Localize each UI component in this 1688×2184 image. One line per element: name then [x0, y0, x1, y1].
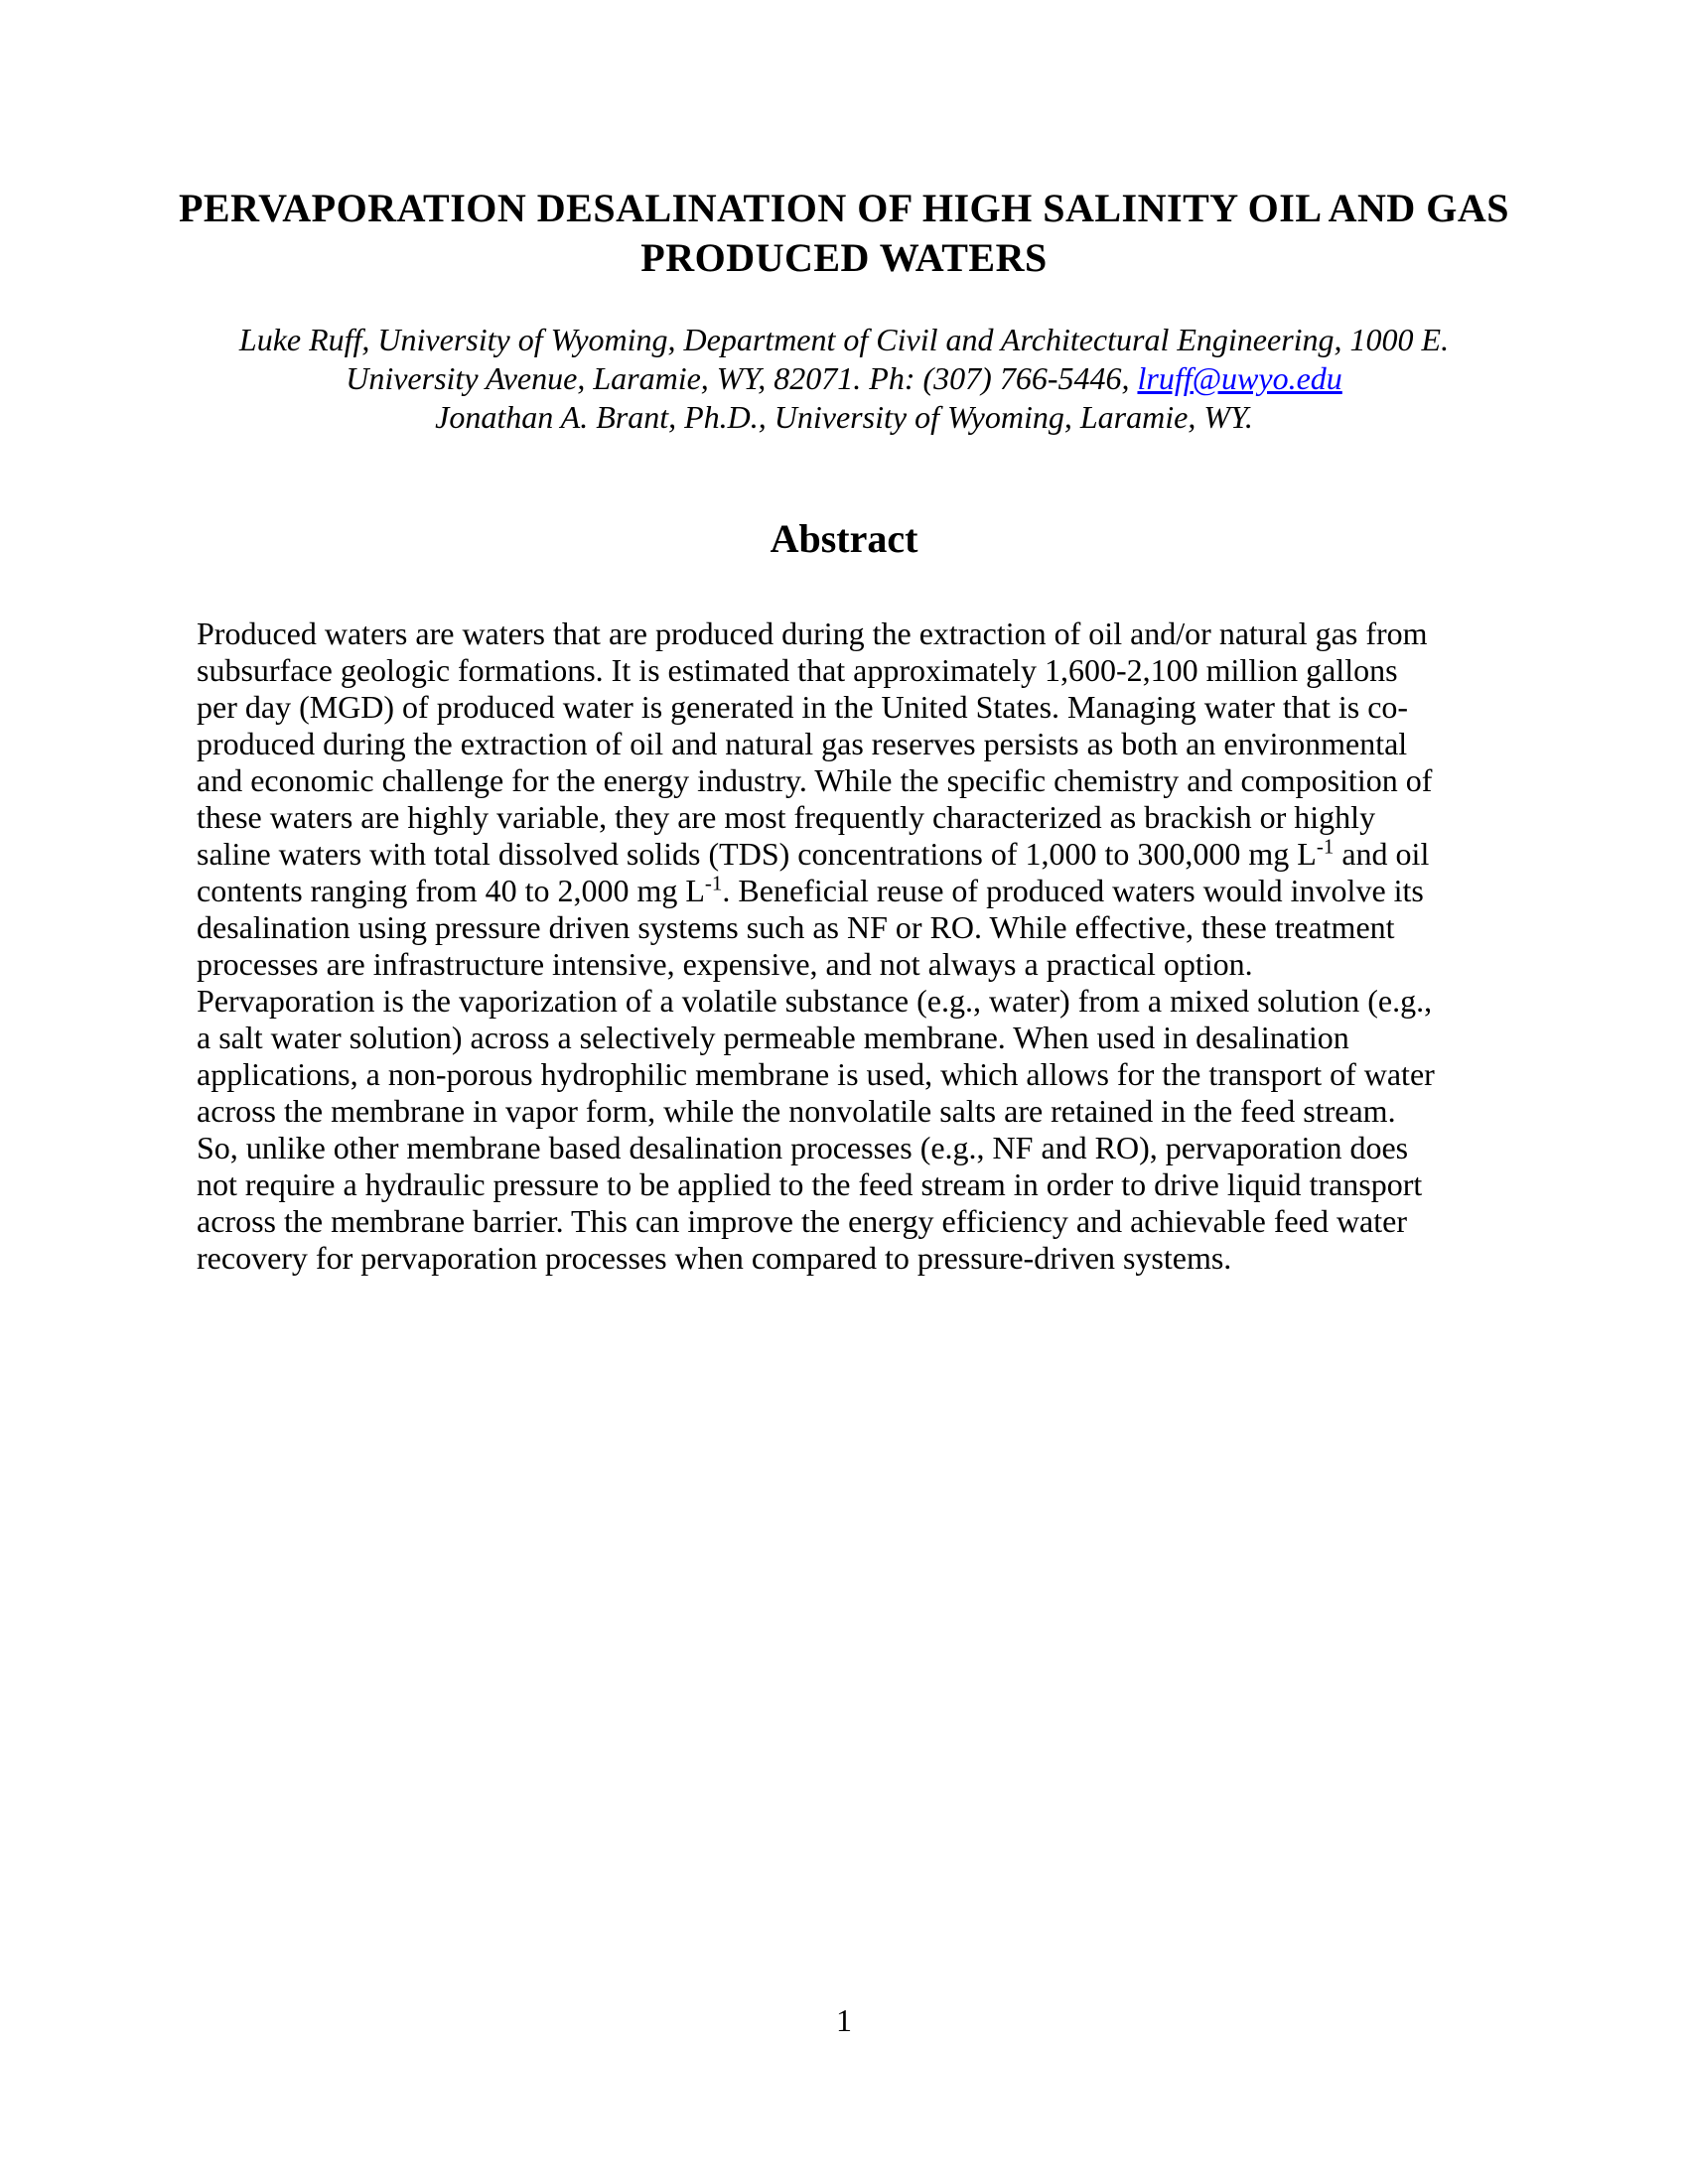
- abstract-line: [197, 909, 1549, 946]
- title-line: PERVAPORATION DESALINATION OF HIGH SALINITY OIL AND GAS: [178, 186, 1510, 230]
- abstract-body: [0, 615, 1688, 1277]
- abstract-text: produced during the extraction of oil and natural gas reserves persists as both an environmental: [197, 726, 1408, 761]
- abstract-line: [197, 689, 1549, 726]
- author-line-2: [0, 359, 1688, 398]
- abstract-line: [197, 652, 1549, 689]
- author-block: [0, 321, 1688, 437]
- abstract-heading: Abstract: [770, 516, 918, 561]
- abstract-text: saline waters with total dissolved solids (TDS) concentrations of 1,000 to 300,000 mg L: [197, 836, 1317, 872]
- abstract-text: . Beneficial reuse of produced waters would involve its: [722, 873, 1424, 908]
- abstract-text: desalination using pressure driven systems such as NF or RO. While effective, these treatment: [197, 909, 1395, 945]
- abstract-line: [197, 983, 1549, 1020]
- author-line-2-text: University Avenue, Laramie, WY, 82071. Ph: (307) 766-5446,: [346, 360, 1138, 396]
- author-line-1-text: Luke Ruff, University of Wyoming, Department of Civil and Architectural Engineering, 1000 E.: [238, 322, 1450, 357]
- superscript-text: -1: [1316, 834, 1335, 859]
- abstract-line: [197, 1130, 1549, 1166]
- abstract-text: So, unlike other membrane based desalination processes (e.g., NF and RO), pervaporation does: [197, 1130, 1409, 1165]
- abstract-line: [197, 836, 1549, 873]
- paper-title: [0, 0, 1688, 283]
- abstract-text: not require a hydraulic pressure to be applied to the feed stream in order to drive liquid transport: [197, 1166, 1423, 1202]
- author-line-1: [0, 321, 1688, 359]
- abstract-line: [197, 1056, 1549, 1093]
- abstract-line: [197, 762, 1549, 799]
- abstract-line: [197, 873, 1549, 909]
- abstract-text: subsurface geologic formations. It is estimated that approximately 1,600-2,100 million gallons: [197, 652, 1398, 688]
- abstract-text: per day (MGD) of produced water is generated in the United States. Managing water that is co-: [197, 689, 1409, 725]
- author-line-3-text: Jonathan A. Brant, Ph.D., University of Wyoming, Laramie, WY.: [435, 399, 1253, 435]
- title-line: PRODUCED WATERS: [640, 235, 1048, 280]
- abstract-text: across the membrane in vapor form, while the nonvolatile salts are retained in the feed stream.: [197, 1093, 1396, 1129]
- abstract-line: [197, 1020, 1549, 1056]
- abstract-line: [197, 1203, 1549, 1240]
- abstract-text: across the membrane barrier. This can improve the energy efficiency and achievable feed water: [197, 1203, 1407, 1239]
- page-number: 1: [836, 2002, 852, 2038]
- email-link[interactable]: lruff@uwyo.edu: [1137, 360, 1342, 396]
- abstract-text: contents ranging from 40 to 2,000 mg L: [197, 873, 705, 908]
- abstract-line: [197, 1166, 1549, 1203]
- author-line-3: [0, 398, 1688, 437]
- abstract-text: Pervaporation is the vaporization of a volatile substance (e.g., water) from a mixed solution (e.g.,: [197, 983, 1433, 1019]
- abstract-line: [197, 946, 1549, 983]
- superscript-text: -1: [704, 871, 723, 895]
- abstract-text: and oil: [1334, 836, 1430, 872]
- abstract-text: these waters are highly variable, they are most frequently characterized as brackish or highly: [197, 799, 1376, 835]
- abstract-text: applications, a non-porous hydrophilic membrane is used, which allows for the transport of water: [197, 1056, 1435, 1092]
- abstract-text: recovery for pervaporation processes when compared to pressure-driven systems.: [197, 1240, 1232, 1276]
- abstract-line: [197, 1240, 1549, 1277]
- abstract-line: [197, 799, 1549, 836]
- abstract-line: [197, 726, 1549, 762]
- abstract-text: a salt water solution) across a selectively permeable membrane. When used in desalination: [197, 1020, 1349, 1055]
- abstract-line: [197, 615, 1549, 652]
- abstract-text: and economic challenge for the energy industry. While the specific chemistry and composition of: [197, 762, 1433, 798]
- abstract-text: Produced waters are waters that are produced during the extraction of oil and/or natural gas from: [197, 615, 1428, 651]
- abstract-line: [197, 1093, 1549, 1130]
- abstract-text: processes are infrastructure intensive, expensive, and not always a practical option.: [197, 946, 1253, 982]
